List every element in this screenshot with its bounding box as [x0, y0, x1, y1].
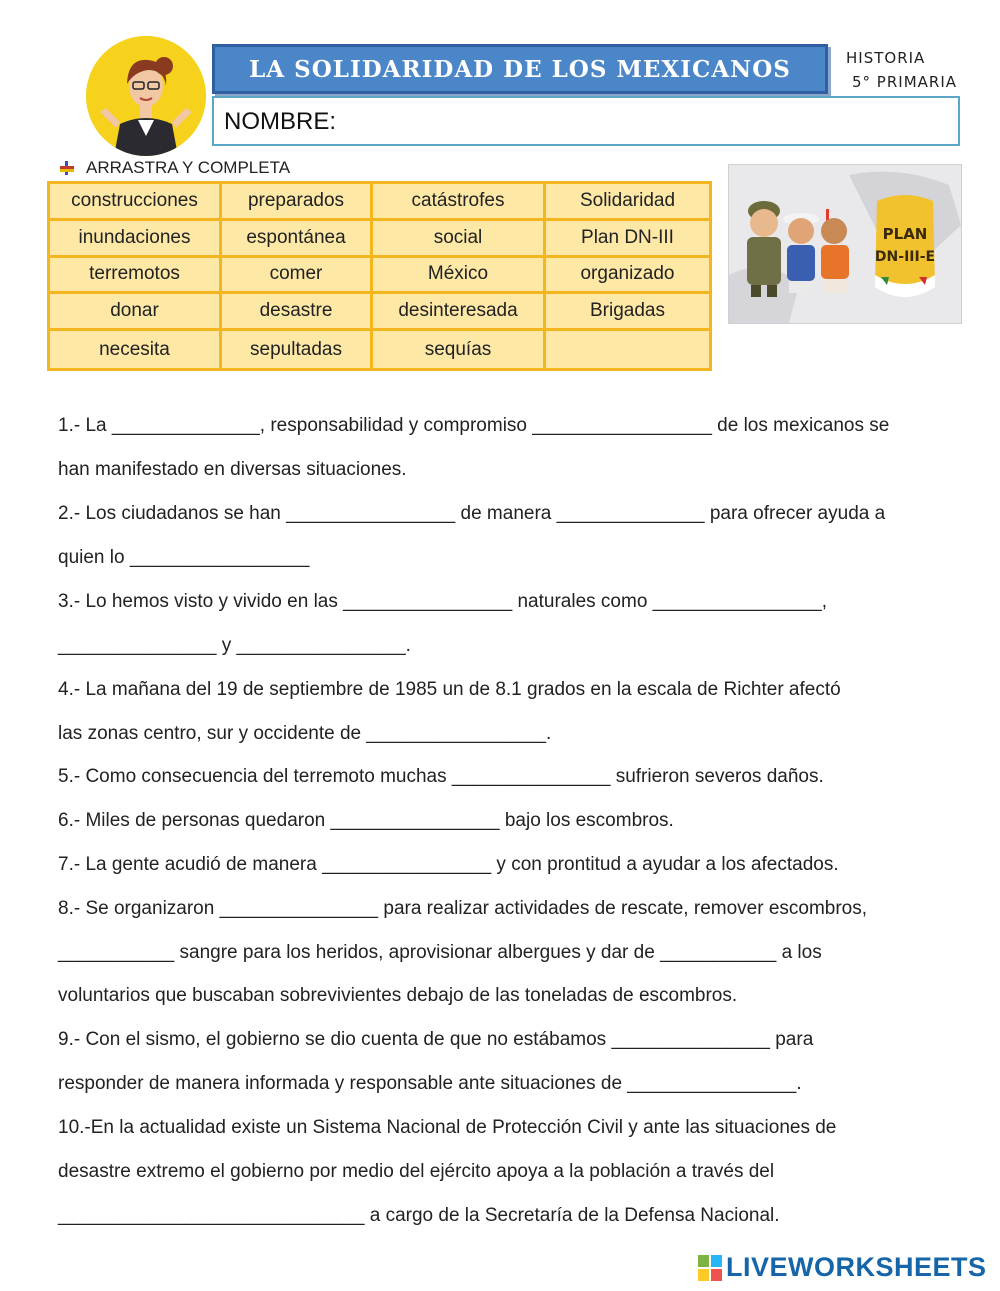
name-label: NOMBRE:	[224, 108, 337, 135]
word-bank-item[interactable]: social	[373, 221, 546, 258]
question-line: 3.- Lo hemos visto y vivido en las ________________ naturales como ________________,	[58, 591, 828, 612]
word-bank-item[interactable]: desinteresada	[373, 294, 546, 331]
question-line: desastre extremo el gobierno por medio del ejército apoya a la población a través del	[58, 1161, 775, 1182]
word-bank-item[interactable]: terremotos	[50, 258, 222, 295]
question-line: 2.- Los ciudadanos se han ________________ de manera ______________ para ofrecer ayuda a	[58, 503, 886, 524]
question-line: quien lo _________________	[58, 547, 310, 568]
question-line: 7.- La gente acudió de manera ________________ y con prontitud a ayudar a los afectados.	[58, 854, 839, 875]
question-line: 4.- La mañana del 19 de septiembre de 1985 un de 8.1 grados en la escala de Richter afectó	[58, 679, 841, 700]
word-bank	[47, 181, 712, 371]
plan-badge-line1: PLAN	[882, 225, 928, 243]
word-bank-item[interactable]: espontánea	[222, 221, 373, 258]
liveworksheets-badge-icon	[698, 1255, 722, 1281]
word-bank-item[interactable]: donar	[50, 294, 222, 331]
word-bank-empty-cell	[546, 331, 709, 368]
worksheet-title-banner	[212, 44, 828, 94]
question-line: las zonas centro, sur y occidente de _________________.	[58, 723, 552, 744]
worksheet-title: LA SOLIDARIDAD DE LOS MEXICANOS	[249, 55, 791, 83]
teacher-illustration	[86, 36, 206, 156]
teacher-avatar	[86, 36, 206, 156]
question-line: 1.- La ______________, responsabilidad y compromiso _________________ de los mexicanos se	[58, 415, 890, 436]
word-bank-item[interactable]: desastre	[222, 294, 373, 331]
student-name-field[interactable]	[212, 96, 960, 146]
question-line: 5.- Como consecuencia del terremoto muchas _______________ sufrieron severos daños.	[58, 766, 824, 787]
word-bank-item[interactable]: Brigadas	[546, 294, 709, 331]
word-bank-item[interactable]: sequías	[373, 331, 546, 368]
question-line: responder de manera informada y responsable ante situaciones de ________________.	[58, 1073, 802, 1094]
question-line: han manifestado en diversas situaciones.	[58, 459, 407, 480]
liveworksheets-logo-text: LIVEWORKSHEETS	[726, 1252, 987, 1282]
subject-name: HISTORIA	[846, 49, 926, 67]
question-line: 9.- Con el sismo, el gobierno se dio cuenta de que no estábamos _______________ para	[58, 1029, 814, 1050]
word-bank-item[interactable]: sepultadas	[222, 331, 373, 368]
word-bank-item[interactable]: Solidaridad	[546, 184, 709, 221]
subject-label	[846, 46, 957, 94]
plus-arrow-icon	[58, 159, 76, 177]
instruction-text: ARRASTRA Y COMPLETA	[86, 158, 291, 177]
plan-dn-iii-image	[729, 165, 961, 323]
word-bank-item[interactable]: catástrofes	[373, 184, 546, 221]
question-line: voluntarios que buscaban sobrevivientes debajo de las toneladas de escombros.	[58, 985, 738, 1006]
question-line: ___________ sangre para los heridos, aprovisionar albergues y dar de ___________ a los	[58, 942, 822, 963]
plan-dn-iii-illustration	[728, 164, 962, 324]
grade-level: 5° PRIMARIA	[852, 73, 958, 91]
word-bank-item[interactable]: construcciones	[50, 184, 222, 221]
instruction	[58, 158, 290, 178]
question-line: _______________ y ________________.	[58, 635, 411, 656]
word-bank-item[interactable]: organizado	[546, 258, 709, 295]
word-bank-item[interactable]: necesita	[50, 331, 222, 368]
liveworksheets-logo[interactable]	[698, 1252, 987, 1283]
question-line: 6.- Miles de personas quedaron ________________ bajo los escombros.	[58, 810, 674, 831]
word-bank-item[interactable]: comer	[222, 258, 373, 295]
question-line: _____________________________ a cargo de la Secretaría de la Defensa Nacional.	[58, 1205, 780, 1226]
word-bank-item[interactable]: Plan DN-III	[546, 221, 709, 258]
question-line: 10.-En la actualidad existe un Sistema Nacional de Protección Civil y ante las situaciones de	[58, 1117, 837, 1138]
plan-badge-line2: DN-III-E	[874, 249, 936, 265]
question-line: 8.- Se organizaron _______________ para realizar actividades de rescate, remover escombros,	[58, 898, 868, 919]
word-bank-item[interactable]: inundaciones	[50, 221, 222, 258]
word-bank-item[interactable]: México	[373, 258, 546, 295]
word-bank-item[interactable]: preparados	[222, 184, 373, 221]
